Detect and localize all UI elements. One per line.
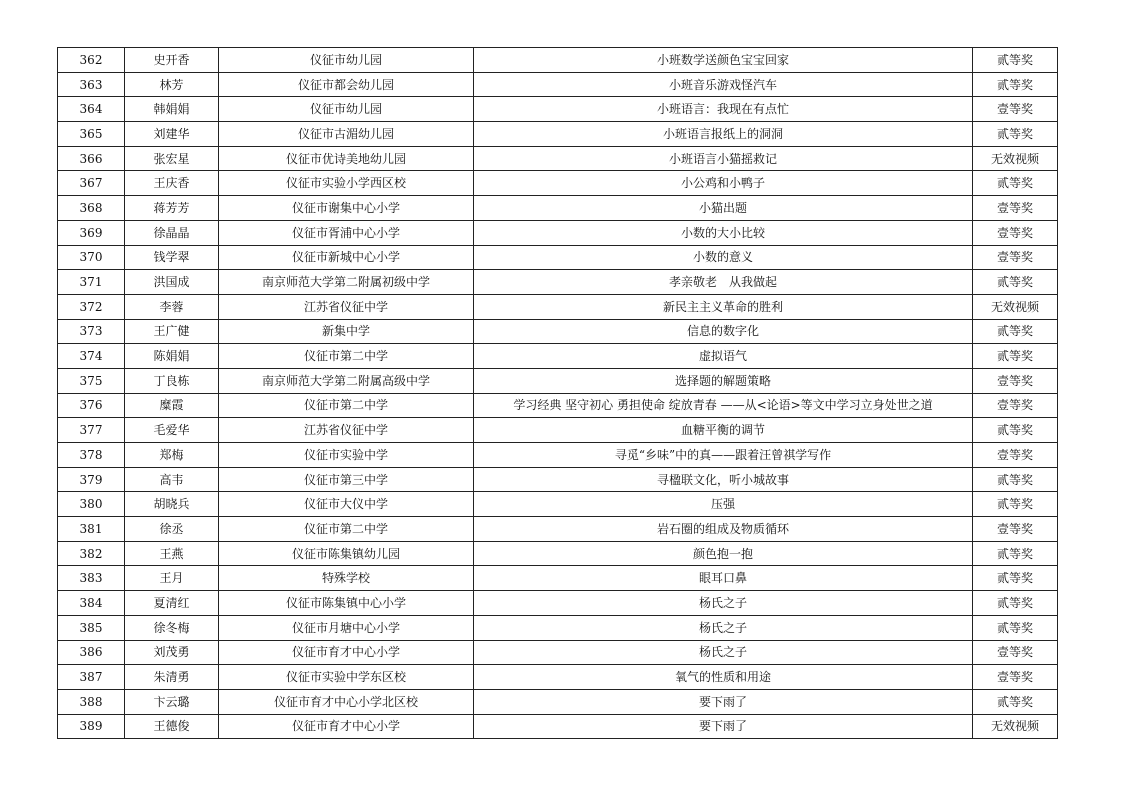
award-result-cell: 贰等奖 (973, 541, 1058, 566)
award-result-cell: 无效视频 (973, 294, 1058, 319)
lesson-title-cell: 小班语言：我现在有点忙 (474, 97, 973, 122)
award-result-cell: 壹等奖 (973, 665, 1058, 690)
table-row (58, 640, 1058, 665)
school-name-cell: 仪征市第二中学 (219, 517, 474, 542)
award-table-body (58, 48, 1058, 739)
lesson-title-cell: 小班数学送颜色宝宝回家 (474, 48, 973, 73)
school-name-cell: 仪征市谢集中心小学 (219, 196, 474, 221)
lesson-title-cell: 杨氏之子 (474, 615, 973, 640)
entry-number-cell: 383 (58, 566, 125, 591)
teacher-name-cell: 王德俊 (125, 714, 219, 739)
lesson-title-cell: 要下雨了 (474, 714, 973, 739)
table-row (58, 146, 1058, 171)
school-name-cell: 南京师范大学第二附属高级中学 (219, 368, 474, 393)
table-row (58, 72, 1058, 97)
lesson-title-cell: 杨氏之子 (474, 640, 973, 665)
award-result-cell: 壹等奖 (973, 196, 1058, 221)
school-name-cell: 仪征市育才中心小学 (219, 714, 474, 739)
table-row (58, 393, 1058, 418)
award-list-sheet (57, 47, 1058, 739)
teacher-name-cell: 刘建华 (125, 122, 219, 147)
award-result-cell: 贰等奖 (973, 591, 1058, 616)
award-result-cell: 壹等奖 (973, 517, 1058, 542)
school-name-cell: 南京师范大学第二附属初级中学 (219, 270, 474, 295)
school-name-cell: 仪征市月塘中心小学 (219, 615, 474, 640)
school-name-cell: 新集中学 (219, 319, 474, 344)
teacher-name-cell: 韩娟娟 (125, 97, 219, 122)
teacher-name-cell: 王月 (125, 566, 219, 591)
entry-number-cell: 370 (58, 245, 125, 270)
table-row (58, 492, 1058, 517)
lesson-title-cell: 虚拟语气 (474, 344, 973, 369)
entry-number-cell: 377 (58, 418, 125, 443)
table-row (58, 714, 1058, 739)
lesson-title-cell: 氧气的性质和用途 (474, 665, 973, 690)
table-row (58, 591, 1058, 616)
lesson-title-cell: 眼耳口鼻 (474, 566, 973, 591)
school-name-cell: 仪征市幼儿园 (219, 48, 474, 73)
table-row (58, 122, 1058, 147)
entry-number-cell: 369 (58, 220, 125, 245)
school-name-cell: 仪征市第二中学 (219, 344, 474, 369)
lesson-title-cell: 信息的数字化 (474, 319, 973, 344)
teacher-name-cell: 徐晶晶 (125, 220, 219, 245)
school-name-cell: 仪征市陈集镇幼儿园 (219, 541, 474, 566)
table-row (58, 344, 1058, 369)
award-result-cell: 贰等奖 (973, 270, 1058, 295)
school-name-cell: 特殊学校 (219, 566, 474, 591)
entry-number-cell: 382 (58, 541, 125, 566)
school-name-cell: 仪征市陈集镇中心小学 (219, 591, 474, 616)
teacher-name-cell: 毛爱华 (125, 418, 219, 443)
teacher-name-cell: 丁良栋 (125, 368, 219, 393)
lesson-title-cell: 孝亲敬老 从我做起 (474, 270, 973, 295)
award-result-cell: 贰等奖 (973, 122, 1058, 147)
table-row (58, 171, 1058, 196)
award-table (57, 47, 1058, 739)
entry-number-cell: 381 (58, 517, 125, 542)
entry-number-cell: 387 (58, 665, 125, 690)
table-row (58, 566, 1058, 591)
teacher-name-cell: 李蓉 (125, 294, 219, 319)
table-row (58, 615, 1058, 640)
entry-number-cell: 362 (58, 48, 125, 73)
lesson-title-cell: 要下雨了 (474, 689, 973, 714)
teacher-name-cell: 洪国成 (125, 270, 219, 295)
entry-number-cell: 378 (58, 443, 125, 468)
entry-number-cell: 374 (58, 344, 125, 369)
school-name-cell: 仪征市第三中学 (219, 467, 474, 492)
teacher-name-cell: 徐丞 (125, 517, 219, 542)
table-row (58, 517, 1058, 542)
school-name-cell: 仪征市都会幼儿园 (219, 72, 474, 97)
entry-number-cell: 368 (58, 196, 125, 221)
lesson-title-cell: 小数的大小比较 (474, 220, 973, 245)
award-result-cell: 壹等奖 (973, 640, 1058, 665)
school-name-cell: 仪征市第二中学 (219, 393, 474, 418)
award-result-cell: 无效视频 (973, 714, 1058, 739)
entry-number-cell: 371 (58, 270, 125, 295)
entry-number-cell: 364 (58, 97, 125, 122)
school-name-cell: 仪征市优诗美地幼儿园 (219, 146, 474, 171)
school-name-cell: 仪征市大仪中学 (219, 492, 474, 517)
teacher-name-cell: 郑梅 (125, 443, 219, 468)
table-row (58, 541, 1058, 566)
lesson-title-cell: 小班音乐游戏怪汽车 (474, 72, 973, 97)
school-name-cell: 仪征市实验中学 (219, 443, 474, 468)
table-row (58, 665, 1058, 690)
lesson-title-cell: 选择题的解题策略 (474, 368, 973, 393)
table-row (58, 443, 1058, 468)
table-row (58, 418, 1058, 443)
teacher-name-cell: 王燕 (125, 541, 219, 566)
award-result-cell: 壹等奖 (973, 368, 1058, 393)
lesson-title-cell: 学习经典 坚守初心 勇担使命 绽放青春 ——从<论语>等文中学习立身处世之道 (474, 393, 973, 418)
lesson-title-cell: 岩石圈的组成及物质循环 (474, 517, 973, 542)
table-row (58, 319, 1058, 344)
lesson-title-cell: 小班语言报纸上的洞洞 (474, 122, 973, 147)
entry-number-cell: 380 (58, 492, 125, 517)
teacher-name-cell: 胡晓兵 (125, 492, 219, 517)
lesson-title-cell: 颜色抱一抱 (474, 541, 973, 566)
school-name-cell: 仪征市新城中心小学 (219, 245, 474, 270)
entry-number-cell: 365 (58, 122, 125, 147)
award-result-cell: 壹等奖 (973, 245, 1058, 270)
teacher-name-cell: 糜霞 (125, 393, 219, 418)
table-row (58, 196, 1058, 221)
entry-number-cell: 363 (58, 72, 125, 97)
entry-number-cell: 388 (58, 689, 125, 714)
lesson-title-cell: 压强 (474, 492, 973, 517)
teacher-name-cell: 朱清勇 (125, 665, 219, 690)
award-result-cell: 贰等奖 (973, 467, 1058, 492)
table-row (58, 689, 1058, 714)
table-row (58, 97, 1058, 122)
entry-number-cell: 386 (58, 640, 125, 665)
entry-number-cell: 366 (58, 146, 125, 171)
entry-number-cell: 375 (58, 368, 125, 393)
lesson-title-cell: 杨氏之子 (474, 591, 973, 616)
school-name-cell: 江苏省仪征中学 (219, 294, 474, 319)
lesson-title-cell: 小猫出题 (474, 196, 973, 221)
teacher-name-cell: 卞云璐 (125, 689, 219, 714)
award-result-cell: 贰等奖 (973, 344, 1058, 369)
award-result-cell: 贰等奖 (973, 689, 1058, 714)
award-result-cell: 壹等奖 (973, 220, 1058, 245)
lesson-title-cell: 寻觅“乡味”中的真——跟着汪曾祺学写作 (474, 443, 973, 468)
lesson-title-cell: 小班语言小猫摇救记 (474, 146, 973, 171)
table-row (58, 245, 1058, 270)
table-row (58, 368, 1058, 393)
lesson-title-cell: 血糖平衡的调节 (474, 418, 973, 443)
table-row (58, 220, 1058, 245)
table-row (58, 467, 1058, 492)
teacher-name-cell: 林芳 (125, 72, 219, 97)
teacher-name-cell: 王广健 (125, 319, 219, 344)
award-result-cell: 贰等奖 (973, 492, 1058, 517)
entry-number-cell: 379 (58, 467, 125, 492)
entry-number-cell: 384 (58, 591, 125, 616)
teacher-name-cell: 张宏星 (125, 146, 219, 171)
entry-number-cell: 367 (58, 171, 125, 196)
school-name-cell: 江苏省仪征中学 (219, 418, 474, 443)
teacher-name-cell: 刘茂勇 (125, 640, 219, 665)
lesson-title-cell: 寻楹联文化，听小城故事 (474, 467, 973, 492)
table-row (58, 48, 1058, 73)
teacher-name-cell: 钱学翠 (125, 245, 219, 270)
teacher-name-cell: 蒋芳芳 (125, 196, 219, 221)
award-result-cell: 贰等奖 (973, 418, 1058, 443)
school-name-cell: 仪征市实验小学西区校 (219, 171, 474, 196)
school-name-cell: 仪征市幼儿园 (219, 97, 474, 122)
school-name-cell: 仪征市古湄幼儿园 (219, 122, 474, 147)
school-name-cell: 仪征市实验中学东区校 (219, 665, 474, 690)
school-name-cell: 仪征市育才中心小学 (219, 640, 474, 665)
award-result-cell: 贰等奖 (973, 48, 1058, 73)
award-result-cell: 壹等奖 (973, 97, 1058, 122)
entry-number-cell: 373 (58, 319, 125, 344)
award-result-cell: 无效视频 (973, 146, 1058, 171)
table-row (58, 270, 1058, 295)
teacher-name-cell: 高韦 (125, 467, 219, 492)
lesson-title-cell: 小数的意义 (474, 245, 973, 270)
school-name-cell: 仪征市胥浦中心小学 (219, 220, 474, 245)
entry-number-cell: 376 (58, 393, 125, 418)
teacher-name-cell: 徐冬梅 (125, 615, 219, 640)
award-result-cell: 壹等奖 (973, 443, 1058, 468)
award-result-cell: 贰等奖 (973, 319, 1058, 344)
school-name-cell: 仪征市育才中心小学北区校 (219, 689, 474, 714)
entry-number-cell: 372 (58, 294, 125, 319)
award-result-cell: 贰等奖 (973, 72, 1058, 97)
award-result-cell: 贰等奖 (973, 615, 1058, 640)
lesson-title-cell: 小公鸡和小鸭子 (474, 171, 973, 196)
award-result-cell: 贰等奖 (973, 171, 1058, 196)
teacher-name-cell: 王庆香 (125, 171, 219, 196)
award-result-cell: 壹等奖 (973, 393, 1058, 418)
teacher-name-cell: 夏清红 (125, 591, 219, 616)
entry-number-cell: 389 (58, 714, 125, 739)
table-row (58, 294, 1058, 319)
entry-number-cell: 385 (58, 615, 125, 640)
award-result-cell: 贰等奖 (973, 566, 1058, 591)
teacher-name-cell: 陈娟娟 (125, 344, 219, 369)
teacher-name-cell: 史开香 (125, 48, 219, 73)
lesson-title-cell: 新民主主义革命的胜利 (474, 294, 973, 319)
